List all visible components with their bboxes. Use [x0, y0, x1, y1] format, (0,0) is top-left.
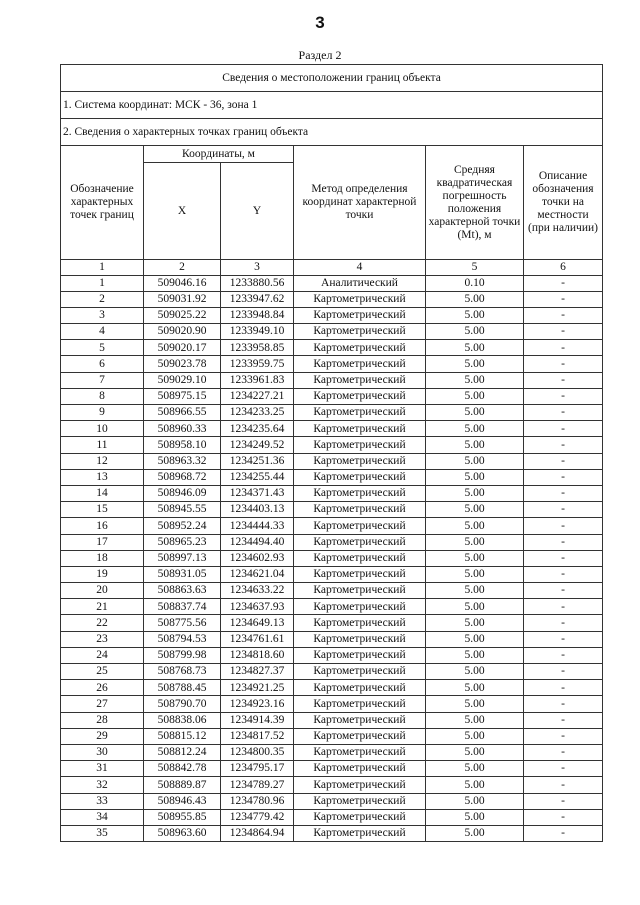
x-cell: 508975.15 — [144, 388, 221, 404]
header-coordinates: Координаты, м — [144, 146, 294, 163]
x-cell: 508931.05 — [144, 566, 221, 582]
description-cell: - — [524, 340, 603, 356]
description-cell: - — [524, 421, 603, 437]
boundary-points-table — [60, 64, 603, 842]
description-cell: - — [524, 275, 603, 291]
point-id-cell: 22 — [61, 615, 144, 631]
accuracy-cell: 5.00 — [426, 485, 524, 501]
accuracy-cell: 5.00 — [426, 583, 524, 599]
description-cell: - — [524, 631, 603, 647]
accuracy-cell: 5.00 — [426, 696, 524, 712]
x-cell: 509025.22 — [144, 307, 221, 323]
point-id-cell: 25 — [61, 664, 144, 680]
points-heading: 2. Сведения о характерных точках границ объекта — [61, 119, 603, 146]
x-cell: 508775.56 — [144, 615, 221, 631]
description-cell: - — [524, 405, 603, 421]
description-cell: - — [524, 744, 603, 760]
method-cell: Картометрический — [294, 340, 426, 356]
y-cell: 1234817.52 — [221, 728, 294, 744]
header-designation: Обозначение характерных точек границ — [61, 146, 144, 260]
accuracy-cell: 5.00 — [426, 453, 524, 469]
description-cell: - — [524, 680, 603, 696]
header-description: Описание обозначения точки на местности (при наличии) — [524, 146, 603, 260]
description-cell: - — [524, 793, 603, 809]
table-row — [61, 356, 603, 372]
y-cell: 1233961.83 — [221, 372, 294, 388]
table-row — [61, 696, 603, 712]
x-cell: 508965.23 — [144, 534, 221, 550]
x-cell: 508958.10 — [144, 437, 221, 453]
method-cell: Аналитический — [294, 275, 426, 291]
description-cell: - — [524, 777, 603, 793]
point-id-cell: 32 — [61, 777, 144, 793]
x-cell: 509029.10 — [144, 372, 221, 388]
y-cell: 1234227.21 — [221, 388, 294, 404]
x-cell: 508838.06 — [144, 712, 221, 728]
method-cell: Картометрический — [294, 825, 426, 841]
column-number: 5 — [426, 260, 524, 276]
y-cell: 1234923.16 — [221, 696, 294, 712]
point-id-cell: 4 — [61, 324, 144, 340]
point-id-cell: 12 — [61, 453, 144, 469]
accuracy-cell: 5.00 — [426, 599, 524, 615]
description-cell: - — [524, 324, 603, 340]
table-row — [61, 615, 603, 631]
y-cell: 1234921.25 — [221, 680, 294, 696]
accuracy-cell: 5.00 — [426, 793, 524, 809]
method-cell: Картометрический — [294, 550, 426, 566]
table-row — [61, 583, 603, 599]
point-id-cell: 14 — [61, 485, 144, 501]
x-cell: 508946.43 — [144, 793, 221, 809]
description-cell: - — [524, 307, 603, 323]
accuracy-cell: 5.00 — [426, 647, 524, 663]
description-cell: - — [524, 453, 603, 469]
accuracy-cell: 5.00 — [426, 405, 524, 421]
y-cell: 1233958.85 — [221, 340, 294, 356]
method-cell: Картометрический — [294, 372, 426, 388]
column-number: 2 — [144, 260, 221, 276]
coordinate-system: 1. Система координат: МСК - 36, зона 1 — [61, 92, 603, 119]
accuracy-cell: 5.00 — [426, 372, 524, 388]
description-cell: - — [524, 825, 603, 841]
point-id-cell: 3 — [61, 307, 144, 323]
description-cell: - — [524, 761, 603, 777]
accuracy-cell: 5.00 — [426, 307, 524, 323]
description-cell: - — [524, 518, 603, 534]
method-cell: Картометрический — [294, 744, 426, 760]
point-id-cell: 17 — [61, 534, 144, 550]
table-row — [61, 291, 603, 307]
y-cell: 1233949.10 — [221, 324, 294, 340]
table-row — [61, 566, 603, 582]
section-label: Раздел 2 — [298, 48, 342, 62]
x-cell: 508968.72 — [144, 469, 221, 485]
x-cell: 508952.24 — [144, 518, 221, 534]
y-cell: 1234795.17 — [221, 761, 294, 777]
description-cell: - — [524, 696, 603, 712]
table-row — [61, 631, 603, 647]
description-cell: - — [524, 664, 603, 680]
x-cell: 508955.85 — [144, 809, 221, 825]
description-cell: - — [524, 372, 603, 388]
accuracy-cell: 5.00 — [426, 615, 524, 631]
accuracy-cell: 5.00 — [426, 631, 524, 647]
header-x: X — [144, 163, 221, 260]
accuracy-cell: 5.00 — [426, 421, 524, 437]
point-id-cell: 8 — [61, 388, 144, 404]
point-id-cell: 7 — [61, 372, 144, 388]
description-cell: - — [524, 502, 603, 518]
table-row — [61, 453, 603, 469]
accuracy-cell: 5.00 — [426, 566, 524, 582]
method-cell: Картометрический — [294, 777, 426, 793]
y-cell: 1234780.96 — [221, 793, 294, 809]
point-id-cell: 27 — [61, 696, 144, 712]
description-cell: - — [524, 550, 603, 566]
accuracy-cell: 5.00 — [426, 388, 524, 404]
header-y: Y — [221, 163, 294, 260]
x-cell: 508889.87 — [144, 777, 221, 793]
method-cell: Картометрический — [294, 518, 426, 534]
table-row — [61, 777, 603, 793]
point-id-cell: 19 — [61, 566, 144, 582]
method-cell: Картометрический — [294, 647, 426, 663]
method-cell: Картометрический — [294, 485, 426, 501]
column-number: 1 — [61, 260, 144, 276]
method-cell: Картометрический — [294, 712, 426, 728]
x-cell: 509031.92 — [144, 291, 221, 307]
point-id-cell: 1 — [61, 275, 144, 291]
table-row — [61, 307, 603, 323]
y-cell: 1234235.64 — [221, 421, 294, 437]
description-cell: - — [524, 809, 603, 825]
table-row — [61, 809, 603, 825]
method-cell: Картометрический — [294, 566, 426, 582]
y-cell: 1234255.44 — [221, 469, 294, 485]
accuracy-cell: 5.00 — [426, 534, 524, 550]
y-cell: 1234249.52 — [221, 437, 294, 453]
point-id-cell: 29 — [61, 728, 144, 744]
point-id-cell: 23 — [61, 631, 144, 647]
method-cell: Картометрический — [294, 664, 426, 680]
x-cell: 508963.60 — [144, 825, 221, 841]
accuracy-cell: 5.00 — [426, 340, 524, 356]
accuracy-cell: 5.00 — [426, 744, 524, 760]
point-id-cell: 31 — [61, 761, 144, 777]
y-cell: 1234633.22 — [221, 583, 294, 599]
method-cell: Картометрический — [294, 388, 426, 404]
x-cell: 508842.78 — [144, 761, 221, 777]
table-row — [61, 534, 603, 550]
accuracy-cell: 5.00 — [426, 324, 524, 340]
accuracy-cell: 0.10 — [426, 275, 524, 291]
y-cell: 1233947.62 — [221, 291, 294, 307]
y-cell: 1234827.37 — [221, 664, 294, 680]
header-accuracy: Средняя квадратическая погрешность положения характерной точки (Mt), м — [426, 146, 524, 260]
y-cell: 1234800.35 — [221, 744, 294, 760]
x-cell: 508946.09 — [144, 485, 221, 501]
point-id-cell: 5 — [61, 340, 144, 356]
method-cell: Картометрический — [294, 599, 426, 615]
method-cell: Картометрический — [294, 307, 426, 323]
accuracy-cell: 5.00 — [426, 550, 524, 566]
point-id-cell: 34 — [61, 809, 144, 825]
x-cell: 508863.63 — [144, 583, 221, 599]
table-row — [61, 761, 603, 777]
method-cell: Картометрический — [294, 631, 426, 647]
method-cell: Картометрический — [294, 696, 426, 712]
method-cell: Картометрический — [294, 421, 426, 437]
method-cell: Картометрический — [294, 453, 426, 469]
y-cell: 1233959.75 — [221, 356, 294, 372]
method-cell: Картометрический — [294, 324, 426, 340]
method-cell: Картометрический — [294, 680, 426, 696]
table-row — [61, 550, 603, 566]
point-id-cell: 6 — [61, 356, 144, 372]
method-cell: Картометрический — [294, 534, 426, 550]
point-id-cell: 2 — [61, 291, 144, 307]
table-title: Сведения о местоположении границ объекта — [61, 65, 603, 92]
table-row — [61, 275, 603, 291]
description-cell: - — [524, 647, 603, 663]
table-row — [61, 518, 603, 534]
x-cell: 508788.45 — [144, 680, 221, 696]
table-row — [61, 324, 603, 340]
method-cell: Картометрический — [294, 583, 426, 599]
table-row — [61, 793, 603, 809]
x-cell: 508815.12 — [144, 728, 221, 744]
y-cell: 1234649.13 — [221, 615, 294, 631]
point-id-cell: 33 — [61, 793, 144, 809]
point-id-cell: 35 — [61, 825, 144, 841]
table-row — [61, 712, 603, 728]
accuracy-cell: 5.00 — [426, 518, 524, 534]
x-cell: 508794.53 — [144, 631, 221, 647]
accuracy-cell: 5.00 — [426, 502, 524, 518]
method-cell: Картометрический — [294, 728, 426, 744]
table-row — [61, 647, 603, 663]
point-id-cell: 24 — [61, 647, 144, 663]
x-cell: 508966.55 — [144, 405, 221, 421]
x-cell: 508997.13 — [144, 550, 221, 566]
y-cell: 1234818.60 — [221, 647, 294, 663]
accuracy-cell: 5.00 — [426, 777, 524, 793]
method-cell: Картометрический — [294, 356, 426, 372]
table-row — [61, 340, 603, 356]
table-row — [61, 744, 603, 760]
accuracy-cell: 5.00 — [426, 825, 524, 841]
column-number: 4 — [294, 260, 426, 276]
y-cell: 1234371.43 — [221, 485, 294, 501]
x-cell: 508812.24 — [144, 744, 221, 760]
y-cell: 1234621.04 — [221, 566, 294, 582]
y-cell: 1234403.13 — [221, 502, 294, 518]
point-id-cell: 10 — [61, 421, 144, 437]
description-cell: - — [524, 291, 603, 307]
description-cell: - — [524, 437, 603, 453]
table-row — [61, 485, 603, 501]
point-id-cell: 20 — [61, 583, 144, 599]
table-row — [61, 388, 603, 404]
accuracy-cell: 5.00 — [426, 437, 524, 453]
method-cell: Картометрический — [294, 437, 426, 453]
table-row — [61, 680, 603, 696]
y-cell: 1234761.61 — [221, 631, 294, 647]
x-cell: 508768.73 — [144, 664, 221, 680]
point-id-cell: 16 — [61, 518, 144, 534]
table-row — [61, 825, 603, 841]
table-row — [61, 502, 603, 518]
y-cell: 1234864.94 — [221, 825, 294, 841]
description-cell: - — [524, 485, 603, 501]
description-cell: - — [524, 356, 603, 372]
accuracy-cell: 5.00 — [426, 728, 524, 744]
x-cell: 509020.90 — [144, 324, 221, 340]
table-row — [61, 469, 603, 485]
x-cell: 508963.32 — [144, 453, 221, 469]
y-cell: 1234251.36 — [221, 453, 294, 469]
x-cell: 508790.70 — [144, 696, 221, 712]
y-cell: 1234233.25 — [221, 405, 294, 421]
point-id-cell: 13 — [61, 469, 144, 485]
method-cell: Картометрический — [294, 615, 426, 631]
x-cell: 509046.16 — [144, 275, 221, 291]
method-cell: Картометрический — [294, 761, 426, 777]
point-id-cell: 21 — [61, 599, 144, 615]
method-cell: Картометрический — [294, 793, 426, 809]
description-cell: - — [524, 469, 603, 485]
x-cell: 509020.17 — [144, 340, 221, 356]
x-cell: 508837.74 — [144, 599, 221, 615]
accuracy-cell: 5.00 — [426, 712, 524, 728]
header-method: Метод определения координат характерной точки — [294, 146, 426, 260]
y-cell: 1233948.84 — [221, 307, 294, 323]
description-cell: - — [524, 712, 603, 728]
y-cell: 1234779.42 — [221, 809, 294, 825]
accuracy-cell: 5.00 — [426, 680, 524, 696]
accuracy-cell: 5.00 — [426, 761, 524, 777]
y-cell: 1234602.93 — [221, 550, 294, 566]
x-cell: 508960.33 — [144, 421, 221, 437]
method-cell: Картометрический — [294, 469, 426, 485]
description-cell: - — [524, 388, 603, 404]
description-cell: - — [524, 583, 603, 599]
table-row — [61, 421, 603, 437]
x-cell: 509023.78 — [144, 356, 221, 372]
point-id-cell: 30 — [61, 744, 144, 760]
description-cell: - — [524, 728, 603, 744]
method-cell: Картометрический — [294, 405, 426, 421]
point-id-cell: 9 — [61, 405, 144, 421]
description-cell: - — [524, 615, 603, 631]
point-id-cell: 26 — [61, 680, 144, 696]
x-cell: 508945.55 — [144, 502, 221, 518]
accuracy-cell: 5.00 — [426, 291, 524, 307]
column-number: 3 — [221, 260, 294, 276]
y-cell: 1234494.40 — [221, 534, 294, 550]
point-id-cell: 15 — [61, 502, 144, 518]
accuracy-cell: 5.00 — [426, 809, 524, 825]
accuracy-cell: 5.00 — [426, 469, 524, 485]
y-cell: 1234789.27 — [221, 777, 294, 793]
table-row — [61, 728, 603, 744]
method-cell: Картометрический — [294, 502, 426, 518]
point-id-cell: 18 — [61, 550, 144, 566]
table-row — [61, 437, 603, 453]
method-cell: Картометрический — [294, 291, 426, 307]
y-cell: 1233880.56 — [221, 275, 294, 291]
description-cell: - — [524, 599, 603, 615]
accuracy-cell: 5.00 — [426, 664, 524, 680]
table-row — [61, 405, 603, 421]
x-cell: 508799.98 — [144, 647, 221, 663]
accuracy-cell: 5.00 — [426, 356, 524, 372]
y-cell: 1234444.33 — [221, 518, 294, 534]
table-row — [61, 599, 603, 615]
description-cell: - — [524, 534, 603, 550]
table-row — [61, 664, 603, 680]
point-id-cell: 28 — [61, 712, 144, 728]
y-cell: 1234637.93 — [221, 599, 294, 615]
method-cell: Картометрический — [294, 809, 426, 825]
y-cell: 1234914.39 — [221, 712, 294, 728]
page-number: 3 — [315, 13, 325, 32]
point-id-cell: 11 — [61, 437, 144, 453]
column-number: 6 — [524, 260, 603, 276]
description-cell: - — [524, 566, 603, 582]
table-row — [61, 372, 603, 388]
